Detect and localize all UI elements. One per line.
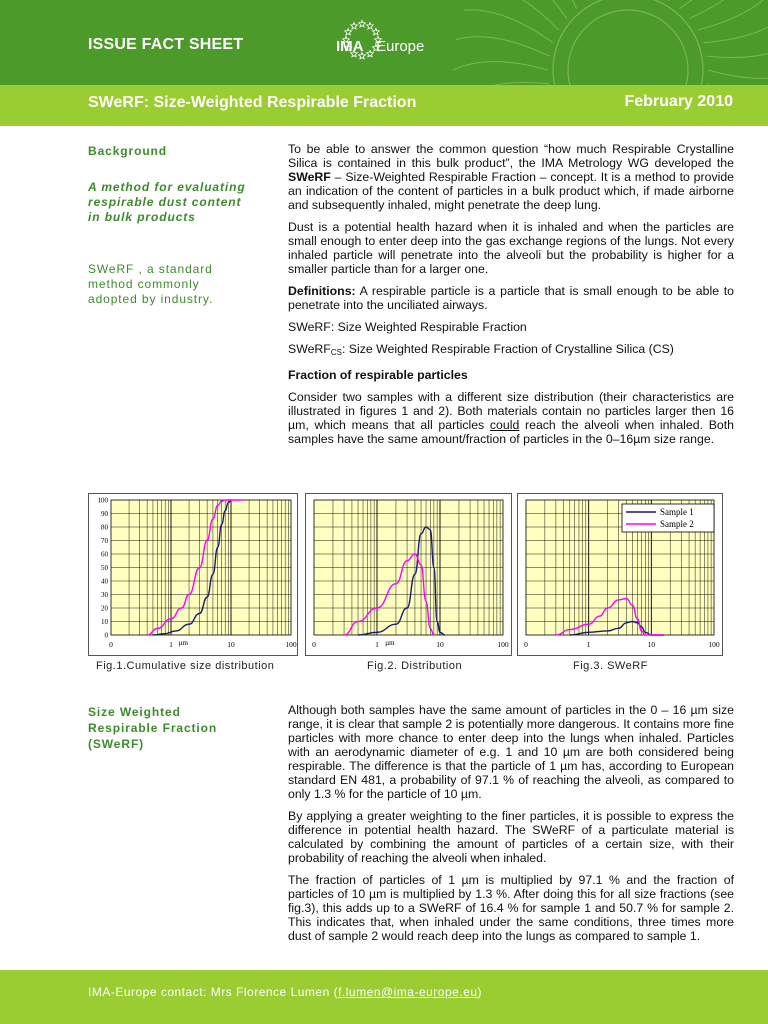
- x-tick-label: 1: [375, 640, 379, 649]
- petal-line: [476, 0, 558, 30]
- star-shape: [372, 28, 379, 35]
- star-shape: [367, 23, 374, 30]
- chart-fig2: [305, 493, 512, 656]
- logo-europe: Europe: [376, 38, 425, 55]
- x-tick-label: 0: [524, 640, 528, 649]
- paragraph-result: The fraction of particles of 1 µm is multiplied by 97.1 % and the fraction of particles of 10 µm is multiplied by 1.3 %. After doing this for all size fractions (see fig.3), this adds up to a SWeRF of 16.4 % for sample 1 and 50.7 % for sample 2. This indicates that, when inhaled under the same conditions, three times more dust of sample 2 would reach deep into the lungs as compared to sample 1.: [288, 873, 734, 943]
- y-tick-label: 20: [101, 604, 108, 613]
- legend-label: Sample 2: [660, 519, 694, 529]
- y-tick-label: 60: [101, 550, 108, 559]
- header-band: [0, 0, 768, 85]
- star-shape: [351, 23, 358, 30]
- petal-line: [453, 62, 548, 70]
- sidebar-method-text: A method for evaluating respirable dust content in bulk products: [88, 180, 246, 224]
- x-tick-label: 0: [312, 640, 316, 649]
- header-title: ISSUE FACT SHEET: [88, 36, 244, 53]
- petal-line: [708, 70, 768, 78]
- x-tick-label: 1: [169, 640, 173, 649]
- x-tick-label: 1: [586, 640, 591, 649]
- sidebar-standard-text: SWeRF , a standard method commonly adopted by industry.: [88, 262, 214, 306]
- x-tick-label: 100: [497, 640, 509, 649]
- y-tick-label: 0: [104, 631, 108, 640]
- paragraph-samples: Consider two samples with a different size distribution (their characteristics are illustrated in figures 1 and 2). Both materials contain no particles larger then 16 µm, which means that all particles could reach the alveoli when inhaled. Both samples have the same amount/fraction of particles in the 0–16µm size range.: [288, 390, 734, 446]
- petal-line: [697, 0, 768, 30]
- x-tick-label: 10: [647, 640, 656, 649]
- star-shape: [367, 50, 374, 57]
- petal-line: [456, 37, 550, 56]
- x-tick-label: 0: [109, 640, 113, 649]
- ima-europe-logo: [336, 18, 456, 72]
- petal-line: [689, 0, 762, 19]
- paragraph-comparison: Although both samples have the same amount of particles in the 0 – 16 µm size range, it is clear that sample 2 is potentially more dangerous. It contains more fine particles with more chance to enter deep into the lungs when inhaled. Particles with an aerodynamic diameter of e.g. 1 and 10 µm are both considered being respirable. The difference is that the particle of 1 µm has, according to European standard EN 481, a probability of 97.1 % of reaching the alveoli, as compared to only 1.3 % for the particle of 10 µm.: [288, 703, 734, 801]
- x-tick-label: 10: [227, 640, 235, 649]
- x-axis-label: µm: [178, 639, 188, 647]
- y-tick-label: 10: [101, 618, 108, 626]
- y-tick-label: 80: [101, 523, 108, 532]
- swerf-definition: SWeRF: Size Weighted Respirable Fraction: [288, 320, 527, 334]
- y-tick-label: 50: [101, 564, 108, 572]
- chart-fig1-svg: [89, 494, 297, 655]
- paragraph-intro: To be able to answer the common question “how much Respirable Crystalline Silica is contained in this bulk product”, the IMA Metrology WG developed the SWeRF – Size-Weighted Respirable Fraction – concept. It is a method to provide an indication of the content of particles in a bulk product which, if made airborne and subsequently inhaled, might penetrate the deep lung.: [288, 142, 734, 212]
- petal-line: [703, 10, 768, 42]
- chart-fig3-svg: [518, 494, 722, 655]
- x-axis-label: µm: [385, 639, 395, 647]
- logo-ima: IMA: [336, 38, 364, 55]
- chart-fig3: [517, 493, 723, 656]
- footer-contact: IMA-Europe contact: Mrs Florence Lumen (f.lumen@ima-europe.eu): [88, 985, 483, 999]
- footer-band: [0, 970, 768, 1024]
- x-tick-label: 10: [436, 640, 444, 649]
- chart-fig1: [88, 493, 298, 656]
- paragraph-weighting: By applying a greater weighting to the finer particles, it is possible to express the difference in potential health hazard. The SWeRF of a particulate material is calculated by combining the amount of particles of a certain size, with their probability of reaching the alveoli when inhaled.: [288, 809, 734, 865]
- sidebar-swerf-heading: Size Weighted Respirable Fraction (SWeRF): [88, 705, 218, 751]
- legend-label: Sample 1: [660, 507, 694, 517]
- body-upper: [288, 142, 734, 454]
- x-tick-label: 100: [708, 640, 720, 649]
- fig3-caption: Fig.3. SWeRF: [573, 660, 648, 672]
- petal-line: [679, 0, 740, 9]
- paragraph-definitions: Definitions: A respirable particle is a particle that is small enough to be able to penetrate into the unciliated airways.: [288, 284, 734, 312]
- swerfcs-definition: SWeRF$_{CS}$: Size Weighted Respirable Fraction of Crystalline Silica (CS): [288, 342, 674, 357]
- y-tick-label: 90: [101, 510, 108, 518]
- contact-email-link[interactable]: f.lumen@ima-europe.eu: [338, 985, 478, 999]
- y-tick-label: 70: [101, 537, 108, 545]
- petal-line: [464, 10, 553, 43]
- x-tick-label: 100: [285, 640, 297, 649]
- y-tick-label: 40: [101, 577, 108, 586]
- fig1-caption: Fig.1.Cumulative size distribution: [96, 660, 275, 672]
- y-tick-label: 30: [101, 591, 108, 599]
- petal-line: [707, 40, 768, 58]
- document-title: SWeRF: Size-Weighted Respirable Fraction: [88, 94, 417, 111]
- star-shape: [345, 28, 352, 35]
- y-tick-label: 100: [97, 496, 108, 505]
- sidebar-background-heading: Background: [88, 144, 168, 158]
- document-date: February 2010: [624, 93, 733, 110]
- chart-fig2-svg: [306, 494, 511, 655]
- petal-line: [541, 0, 589, 1]
- decorative-flower-graphic: [448, 0, 768, 85]
- fig2-caption: Fig.2. Distribution: [367, 660, 463, 672]
- title-band: [0, 85, 768, 126]
- paragraph-dust: Dust is a potential health hazard when it is inhaled and when the particles are small enough to enter deep into the gas exchange regions of the lungs. Not every inhaled particle will penetrate into the alveoli but the probability is higher for a smaller particle than for a larger one.: [288, 220, 734, 276]
- star-shape: [359, 20, 366, 27]
- body-lower: [288, 703, 734, 951]
- fraction-heading: Fraction of respirable particles: [288, 368, 468, 382]
